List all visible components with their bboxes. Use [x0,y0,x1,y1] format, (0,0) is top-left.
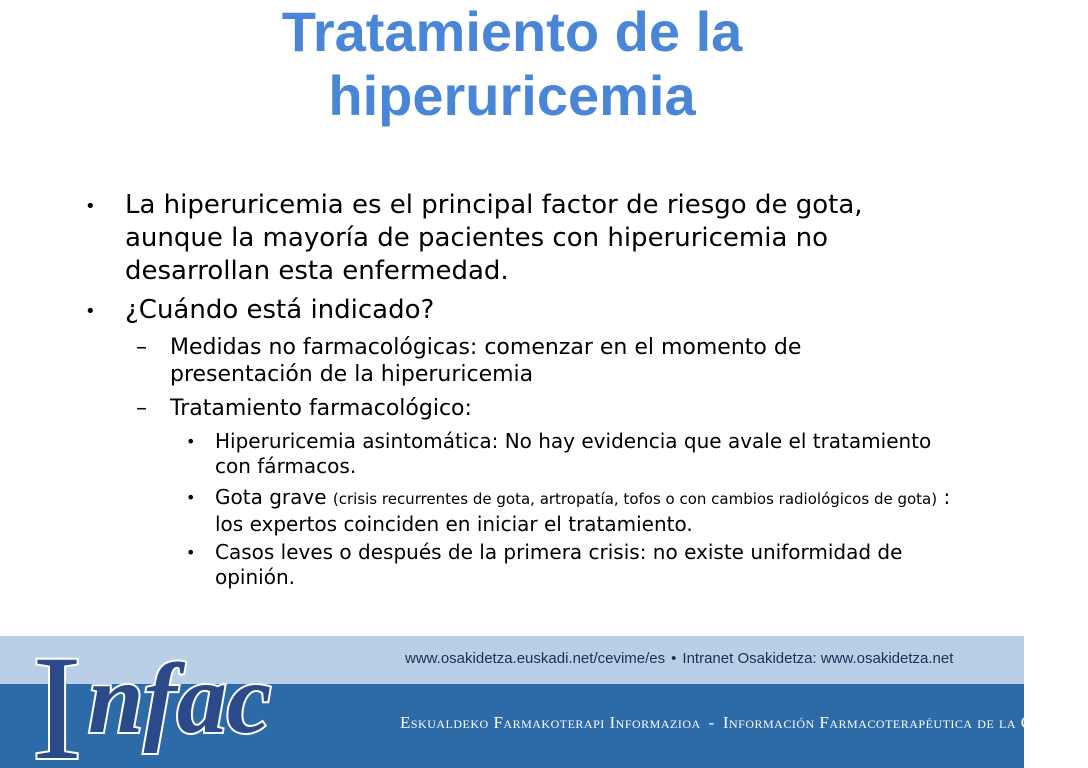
bullet-marker: • [85,196,96,217]
bullet-marker: • [186,488,196,507]
footer-desc-basque: Eskualdeko Farmakoterapi Informazioa [400,713,701,732]
infac-logo-rest: nfac [88,643,272,754]
infac-logo [30,625,340,768]
gota-grave-detail: (crisis recurrentes de gota, artropatía, tofos o con cambios radiológicos de gota) [332,490,938,508]
sub-sub-bullet-text: Hiperuricemia asintomática: No hay evidencia que avale el tratamiento con fármacos. [215,429,932,478]
website-separator: • [671,650,677,667]
sub-bullet-text: Tratamiento farmacológico: [170,396,472,421]
footer-desc-separator: - [708,713,715,732]
sub-sub-bullet-text: Casos leves o después de la primera crisis: no existe uniformidad de opinión. [215,540,903,589]
dash-marker: – [136,335,147,360]
dash-marker: – [136,396,147,421]
infac-logo-I: I [32,625,82,768]
gota-grave-label: Gota grave [215,485,333,509]
footer-desc-spanish: Información Farmacoterapéutica de la Comarca [722,713,1088,732]
website-cevime-link[interactable]: www.osakidetza.euskadi.net/cevime/es [405,650,666,667]
bullet-text: La hiperuricemia es el principal factor de riesgo de gota, aunque la mayoría de pacientes con hiperuricemia no desarrollan esta enfermedad. [125,190,863,286]
footer-websites [405,650,953,667]
slide-title-line1: Tratamiento de la [281,0,743,63]
bullet-marker: • [186,543,196,562]
slide-title-line2: hiperuricemia [328,64,696,127]
gota-grave-conclusion: : los expertos coinciden en iniciar el tratamiento. [215,485,951,536]
bullet-marker: • [186,432,196,451]
sub-sub-bullet-text [215,485,955,537]
footer-description [400,713,1088,733]
bullet-text: ¿Cuándo está indicado? [125,295,435,325]
website-intranet-link[interactable]: Intranet Osakidetza: www.osakidetza.net [682,650,954,667]
bullet-marker: • [85,301,96,322]
sub-bullet-text: Medidas no farmacológicas: comenzar en el momento de presentación de la hiperuricemia [170,335,802,387]
